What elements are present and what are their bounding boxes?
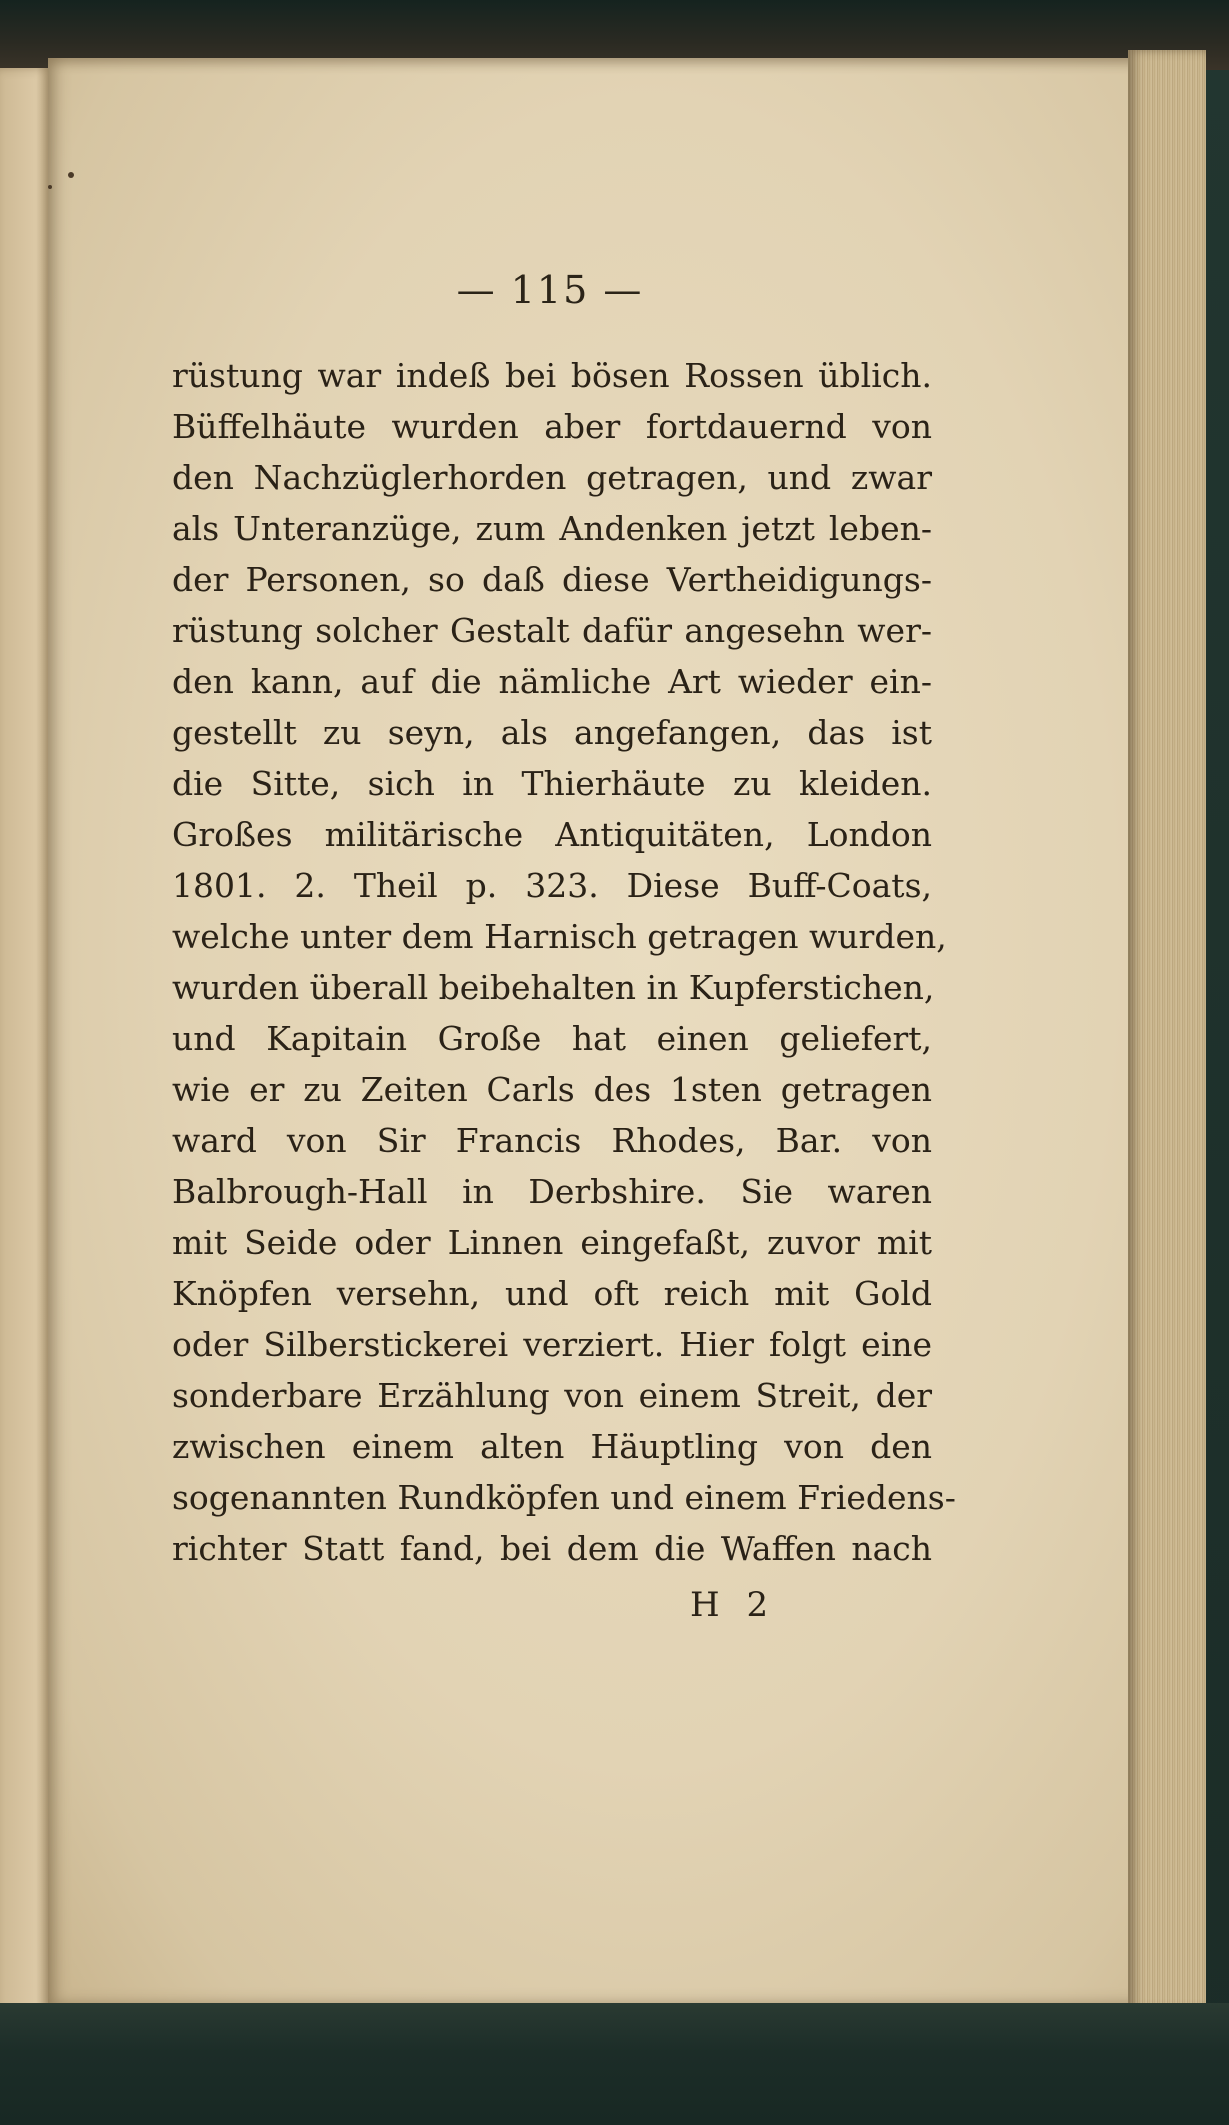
signature-mark: H 2	[690, 1585, 777, 1625]
text-line: wie er zu Zeiten Carls des 1sten getragen	[172, 1070, 932, 1109]
book-cover-bottom	[0, 2003, 1229, 2125]
text-line: 1801. 2. Theil p. 323. Diese Buff-Coats,	[172, 866, 932, 905]
text-line: den kann, auf die nämliche Art wieder ein-	[172, 662, 932, 701]
text-line: sogenannten Rundköpfen und einem Friedens-	[172, 1478, 956, 1517]
text-line: richter Statt fand, bei dem die Waffen nach	[172, 1529, 932, 1568]
text-line: Großes militärische Antiquitäten, London	[172, 815, 932, 854]
text-line: ward von Sir Francis Rhodes, Bar. von	[172, 1121, 932, 1160]
text-line: gestellt zu seyn, als angefangen, das ist	[172, 713, 932, 752]
text-line: Knöpfen versehn, und oft reich mit Gold	[172, 1274, 932, 1313]
text-line: als Unteranzüge, zum Andenken jetzt leben-	[172, 509, 932, 548]
text-line: rüstung solcher Gestalt dafür angesehn wer-	[172, 611, 932, 650]
left-page-edge	[0, 68, 52, 2018]
page-number-header: — 115 —	[456, 268, 644, 312]
text-line: die Sitte, sich in Thierhäute zu kleiden.	[172, 764, 932, 803]
page-stack-edge	[1128, 50, 1206, 2010]
text-line: oder Silberstickerei verziert. Hier folgt eine	[172, 1325, 932, 1364]
text-line: den Nachzüglerhorden getragen, und zwar	[172, 458, 932, 497]
text-line: zwischen einem alten Häuptling von den	[172, 1427, 932, 1466]
body-text	[172, 350, 956, 1574]
text-line: der Personen, so daß diese Vertheidigungs-	[172, 560, 932, 599]
text-line: Büffelhäute wurden aber fortdauernd von	[172, 407, 932, 446]
text-line: sonderbare Erzählung von einem Streit, der	[172, 1376, 932, 1415]
text-line: rüstung war indeß bei bösen Rossen üblich.	[172, 356, 932, 395]
foxing-spot	[48, 185, 52, 189]
text-line: Balbrough-Hall in Derbshire. Sie waren	[172, 1172, 932, 1211]
text-line: mit Seide oder Linnen eingefaßt, zuvor mit	[172, 1223, 932, 1262]
text-line: wurden überall beibehalten in Kupferstichen,	[172, 968, 935, 1007]
text-line: und Kapitain Große hat einen geliefert,	[172, 1019, 932, 1058]
text-line: welche unter dem Harnisch getragen wurden,	[172, 917, 947, 956]
foxing-spot	[68, 172, 74, 178]
